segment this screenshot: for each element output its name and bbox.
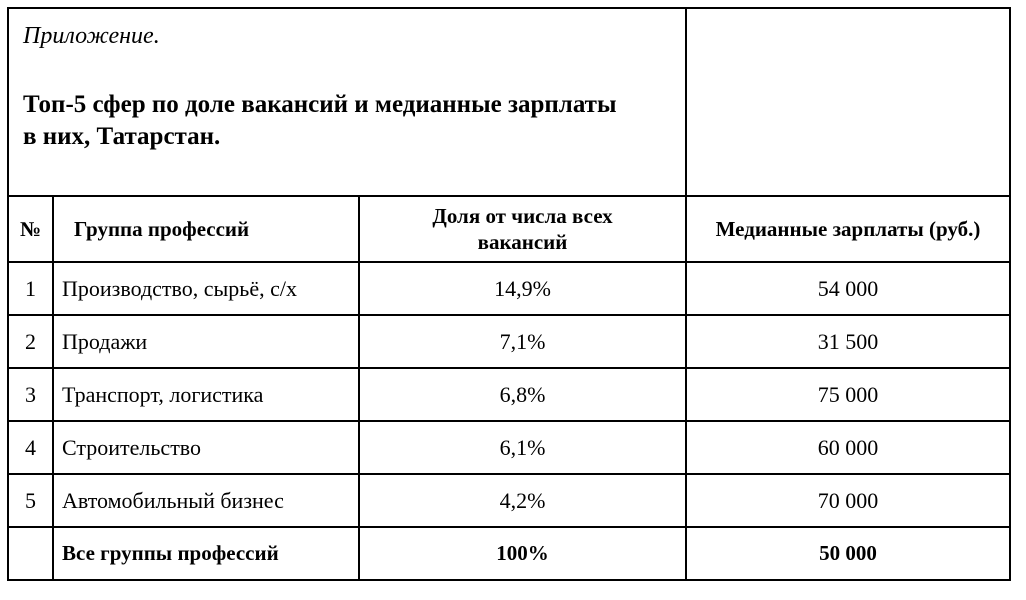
row-num: 4 <box>8 421 53 474</box>
header-num: № <box>8 196 53 262</box>
empty-title-cell <box>686 8 1010 196</box>
total-salary: 50 000 <box>686 527 1010 580</box>
table-row <box>8 421 1010 474</box>
row-salary: 75 000 <box>686 368 1010 421</box>
row-salary: 54 000 <box>686 262 1010 315</box>
title-row <box>8 8 1010 196</box>
row-share: 6,8% <box>359 368 686 421</box>
total-num <box>8 527 53 580</box>
total-share: 100% <box>359 527 686 580</box>
table-row <box>8 474 1010 527</box>
row-group: Автомобильный бизнес <box>53 474 359 527</box>
row-share: 14,9% <box>359 262 686 315</box>
row-salary: 31 500 <box>686 315 1010 368</box>
row-num: 2 <box>8 315 53 368</box>
row-group: Производство, сырьё, с/х <box>53 262 359 315</box>
row-group: Продажи <box>53 315 359 368</box>
row-num: 1 <box>8 262 53 315</box>
header-share-text: Доля от числа всех вакансий <box>432 204 613 254</box>
row-num: 3 <box>8 368 53 421</box>
header-share <box>359 196 686 262</box>
header-group: Группа профессий <box>53 196 359 262</box>
total-group: Все группы профессий <box>53 527 359 580</box>
row-share: 7,1% <box>359 315 686 368</box>
caption: Приложение. <box>23 23 160 49</box>
header-row <box>8 196 1010 262</box>
table-heading: Топ-5 сфер по доле вакансий и медианные зарплаты в них, Татарстан. <box>23 91 617 150</box>
salary-table <box>7 7 1011 581</box>
title-cell <box>8 8 686 196</box>
row-share: 4,2% <box>359 474 686 527</box>
row-group: Строительство <box>53 421 359 474</box>
row-salary: 70 000 <box>686 474 1010 527</box>
row-share: 6,1% <box>359 421 686 474</box>
header-salary: Медианные зарплаты (руб.) <box>686 196 1010 262</box>
table-row <box>8 368 1010 421</box>
table-row <box>8 315 1010 368</box>
total-row <box>8 527 1010 580</box>
row-num: 5 <box>8 474 53 527</box>
table-row <box>8 262 1010 315</box>
row-salary: 60 000 <box>686 421 1010 474</box>
row-group: Транспорт, логистика <box>53 368 359 421</box>
